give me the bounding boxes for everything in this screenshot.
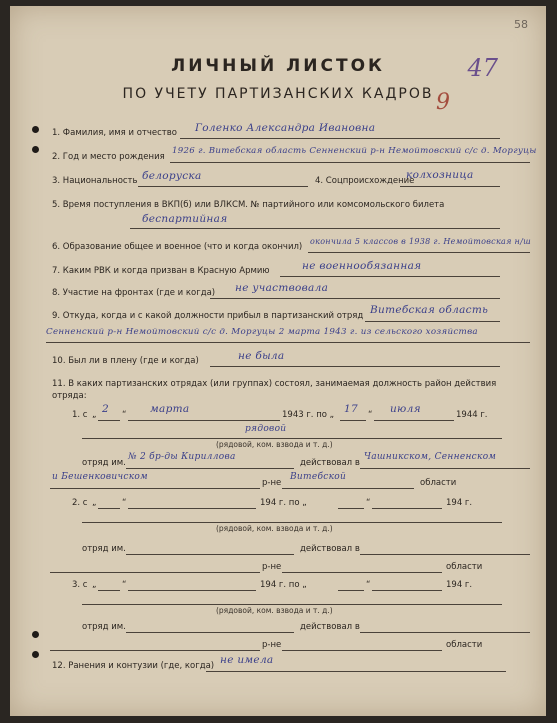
region-label: области (446, 640, 483, 650)
field-1-value: Голенко Александра Ивановна (195, 122, 376, 134)
field-12-value: не имела (220, 654, 274, 666)
field-line (50, 650, 260, 651)
quote-open: „ (92, 498, 97, 508)
field-line (82, 604, 502, 605)
punch-hole (32, 651, 39, 658)
field-line (128, 508, 256, 509)
quote-open: „ (92, 580, 97, 590)
field-9-label: 9. Откуда, когда и с какой должности прибыл в партизанский отряд (52, 311, 364, 321)
field-6-label: 6. Образование общее и военное (что и когда окончил) (52, 242, 303, 252)
field-12-label: 12. Ранения и контузии (где, когда) (52, 661, 215, 671)
period-1-month-from: марта (150, 403, 190, 415)
unit-label: отряд им. (82, 458, 126, 468)
quote-close: “ (122, 498, 127, 508)
quote-open: „ (92, 410, 97, 420)
field-line (98, 420, 120, 421)
field-2-value: 1926 г. Витебская область Сенненский р-н Немойтовский с/с д. Моргуцы (172, 146, 537, 156)
field-9-value-b: Сенненский р-н Немойтовский с/с д. Моргуцы 2 марта 1943 г. из сельского хозяйства (46, 327, 478, 337)
field-line (308, 252, 530, 253)
field-line (365, 321, 500, 322)
period-1-day-from: 2 (102, 403, 109, 415)
field-6-value: окончила 5 классов в 1938 г. Немойтовская н/ш (310, 237, 531, 246)
field-line (98, 590, 120, 591)
district-label: р-не (262, 478, 282, 488)
field-4-value: колхозница (406, 169, 474, 181)
quote-close: “ (122, 580, 127, 590)
field-8-value: не участвовала (235, 282, 329, 294)
period-1-region: Витебской (290, 472, 347, 482)
field-line (138, 186, 308, 187)
field-8-label: 8. Участие на фронтах (где и когда) (52, 288, 216, 298)
field-line (280, 276, 500, 277)
document-subtitle: ПО УЧЕТУ ПАРТИЗАНСКИХ КАДРОВ (122, 86, 434, 102)
field-5-label: 5. Время поступления в ВКП(б) или ВЛКСМ. № партийного или комсомольского билета (52, 200, 445, 210)
field-line (50, 572, 260, 573)
field-7-label: 7. Каким РВК и когда призван в Красную Армию (52, 266, 270, 276)
personal-record-sheet (10, 6, 546, 716)
punch-hole (32, 146, 39, 153)
field-line (374, 420, 454, 421)
acting-label: действовал в (300, 458, 360, 468)
field-line (340, 420, 366, 421)
position-caption: (рядовой, ком. взвода и т. д.) (216, 606, 333, 615)
region-label: области (420, 478, 457, 488)
unit-label: отряд им. (82, 544, 126, 554)
field-line (360, 554, 530, 555)
field-line (50, 488, 260, 489)
position-caption: (рядовой, ком. взвода и т. д.) (216, 440, 333, 449)
field-5-value: беспартийная (142, 213, 228, 225)
period-2-year-from: 194 г. по „ (260, 498, 307, 508)
period-1-position: рядовой (245, 424, 287, 434)
field-7-value: не военнообязанная (302, 260, 422, 272)
field-4-label: 4. Соцпроисхождение (315, 176, 415, 186)
field-line (338, 508, 364, 509)
field-line (130, 228, 500, 229)
period-1-day-to: 17 (344, 403, 358, 415)
field-line (210, 366, 500, 367)
field-line (206, 671, 506, 672)
period-3-year-from: 194 г. по „ (260, 580, 307, 590)
field-line (282, 572, 442, 573)
field-line (128, 590, 256, 591)
field-1-label: 1. Фамилия, имя и отчество (52, 128, 177, 138)
acting-label: действовал в (300, 544, 360, 554)
position-caption: (рядовой, ком. взвода и т. д.) (216, 524, 333, 533)
quote-close: “ (366, 580, 371, 590)
field-line (126, 554, 294, 555)
acting-label: действовал в (300, 622, 360, 632)
quote-close: “ (122, 410, 127, 420)
punch-hole (32, 126, 39, 133)
period-2-year-to: 194 г. (446, 498, 473, 508)
period-1-month-to: июля (390, 403, 421, 415)
field-line (46, 342, 530, 343)
field-line (126, 632, 294, 633)
field-line (98, 508, 120, 509)
field-line (180, 138, 500, 139)
district-label: р-не (262, 640, 282, 650)
field-3-label: 3. Национальность (52, 176, 138, 186)
field-line (210, 298, 500, 299)
field-3-value: белоруска (142, 170, 202, 182)
period-1-number: 1. с (72, 410, 88, 420)
period-1-acting: Чашникском, Сенненском (364, 452, 497, 462)
field-line (82, 438, 502, 439)
period-1-unit: № 2 бр-ды Кириллова (128, 452, 236, 462)
field-line (372, 590, 442, 591)
period-3-number: 3. с (72, 580, 88, 590)
document-title: ЛИЧНЫЙ ЛИСТОК (171, 56, 385, 76)
field-line (338, 590, 364, 591)
field-11-label: 11. В каких партизанских отрядах (или группах) состоял, занимаемая должность район действия отряда: (52, 379, 497, 401)
field-line (82, 522, 502, 523)
field-line (400, 186, 500, 187)
pen-annotation: 47 (467, 54, 498, 82)
field-line (126, 468, 294, 469)
quote-close: “ (368, 410, 373, 420)
period-1-district: и Бешенковичском (52, 472, 148, 482)
red-pen-annotation: 9 (436, 90, 450, 115)
punch-hole (32, 631, 39, 638)
field-line (282, 650, 442, 651)
field-line (360, 632, 530, 633)
period-2-number: 2. с (72, 498, 88, 508)
field-9-value-a: Витебская область (370, 304, 489, 316)
archive-page-number: 58 (514, 18, 528, 31)
field-10-value: не была (238, 350, 285, 362)
region-label: области (446, 562, 483, 572)
field-line (360, 468, 530, 469)
field-line (372, 508, 442, 509)
period-1-year-to: 1944 г. (456, 410, 488, 420)
field-2-label: 2. Год и место рождения (52, 152, 165, 162)
unit-label: отряд им. (82, 622, 126, 632)
field-line (170, 162, 530, 163)
quote-close: “ (366, 498, 371, 508)
field-10-label: 10. Был ли в плену (где и когда) (52, 356, 199, 366)
period-1-year-from: 1943 г. по „ (282, 410, 335, 420)
district-label: р-не (262, 562, 282, 572)
period-3-year-to: 194 г. (446, 580, 473, 590)
field-line (128, 420, 280, 421)
field-line (282, 488, 414, 489)
